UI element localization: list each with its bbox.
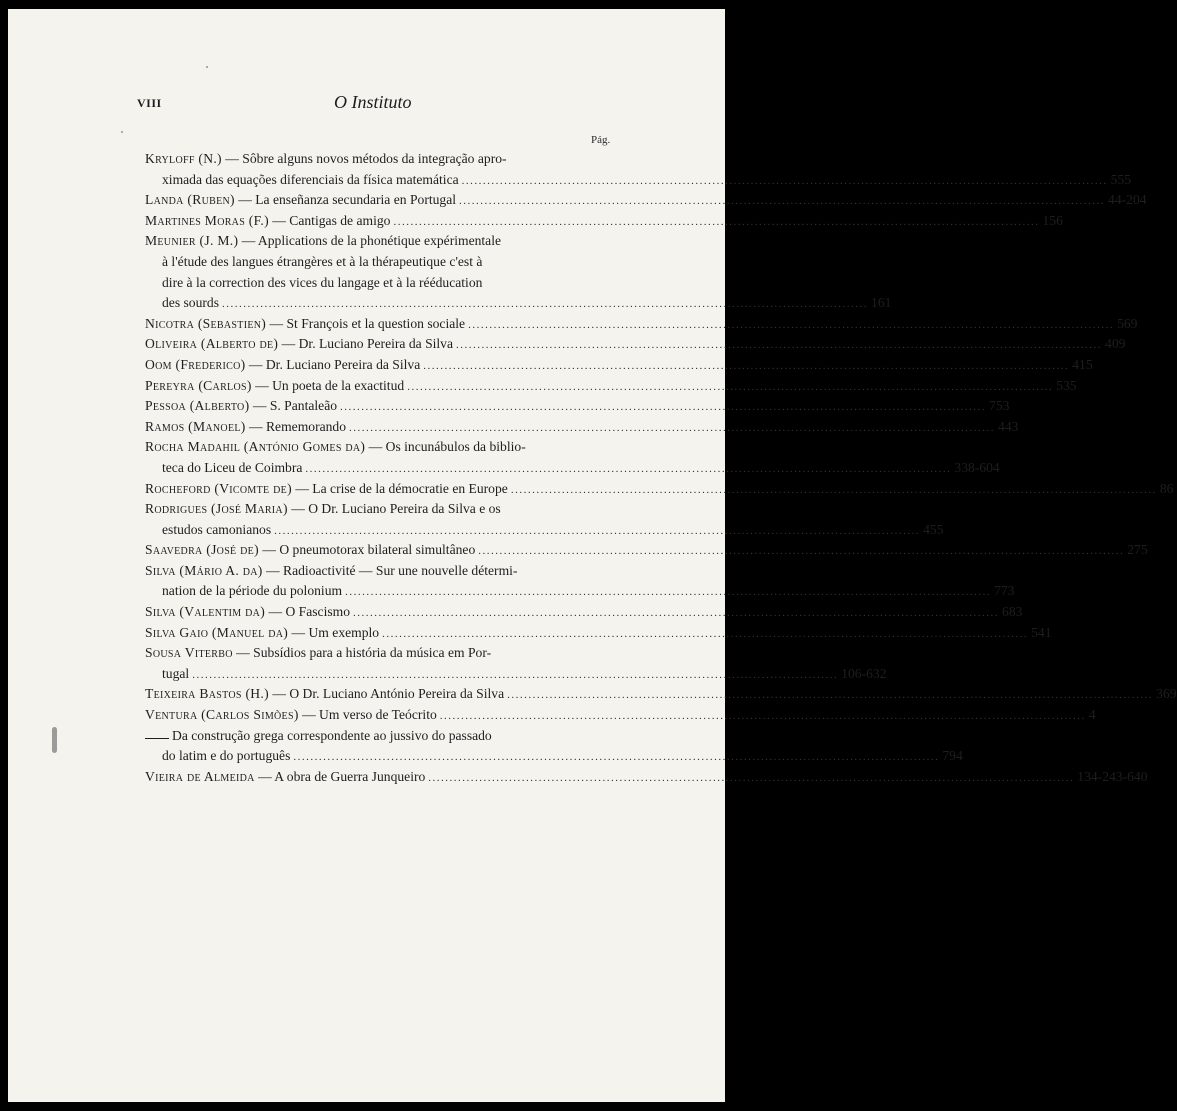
entry-author: Nicotra (Sebastien) [145, 315, 267, 331]
entry-title-text: — Un poeta de la exactitud [255, 377, 405, 393]
dot-leader [349, 418, 995, 439]
index-entry [145, 314, 1138, 335]
dot-leader [353, 603, 999, 624]
entry-page-number: 443 [998, 418, 1019, 434]
dot-leader [423, 356, 1069, 377]
entry-author: Teixeira Bastos (H.) [145, 686, 269, 702]
entry-page-number: 541 [1031, 624, 1052, 640]
entry-title-text: Da construção grega correspondente ao jussivo do passado [172, 727, 492, 743]
entry-title-text: — Um exemplo [291, 624, 380, 640]
dot-leader [345, 582, 991, 603]
index-entry [145, 479, 1174, 500]
running-title: O Instituto [334, 92, 412, 112]
entry-author: Ramos (Manoel) [145, 418, 246, 434]
index-entry [145, 561, 613, 582]
index-entry [145, 726, 613, 747]
entry-title-text: — Sôbre alguns novos métodos da integração apro- [225, 151, 507, 166]
entry-page-number: 555 [1110, 171, 1132, 187]
entry-title-text: teca do Liceu de Coimbra [162, 459, 303, 475]
entry-author: Pereyra (Carlos) [145, 377, 252, 393]
index-entry [145, 376, 1077, 397]
page-header [8, 94, 725, 116]
entry-title-text: — Dr. Luciano Pereira da Silva [281, 336, 454, 352]
scan-speck [121, 131, 123, 133]
entry-author: Silva (Mário A. da) [145, 562, 263, 578]
entry-author: Sousa Viterbo [145, 645, 233, 661]
entry-page-number: 86 [1159, 480, 1174, 496]
dot-leader [478, 541, 1124, 562]
entry-title-text: — O Dr. Luciano António Pereira da Silva [272, 686, 505, 702]
entry-page-number: 106-632 [841, 665, 887, 681]
entry-page-number: 569 [1117, 315, 1138, 331]
entry-title-text: à l'étude des langues étrangères et à la thérapeutique c'est à [162, 253, 483, 269]
entry-author: Saavedra (José de) [145, 542, 259, 558]
index-entry [145, 767, 1148, 788]
entry-page-number: 683 [1002, 604, 1023, 620]
entry-author: Oom (Frederico) [145, 356, 246, 372]
entry-title-text: — O Dr. Luciano Pereira da Silva e os [291, 501, 501, 517]
entry-title-text: — O pneumotorax bilateral simultâneo [262, 542, 476, 558]
index-list [145, 149, 1177, 787]
page-folio: VIII [137, 96, 162, 110]
entry-author: Silva Gaio (Manuel da) [145, 624, 289, 640]
index-entry [145, 334, 1126, 355]
entry-page-number: 134-243-640 [1077, 768, 1148, 784]
entry-author: Rodrigues (José Maria) [145, 501, 288, 517]
entry-title-text: — La enseñanza secundaria en Portugal [238, 192, 457, 208]
dot-leader [428, 768, 1074, 789]
index-entry [145, 623, 1052, 644]
dot-leader [393, 212, 1039, 233]
entry-title-text: ximada das equações diferenciais da física matemática [162, 171, 459, 187]
entry-page-number: 415 [1072, 356, 1093, 372]
dot-leader [407, 377, 1053, 398]
entry-title-text: tugal [162, 665, 190, 681]
entry-author: Vieira de Almeida [145, 768, 255, 784]
entry-title-text: — Rememorando [249, 418, 347, 434]
index-entry-continuation [145, 170, 1132, 191]
ditto-dash [145, 738, 169, 739]
entry-title-text: — La crise de la démocratie en Europe [295, 480, 508, 496]
index-entry [145, 190, 1147, 211]
index-entry [145, 355, 1093, 376]
document-page [8, 9, 1177, 1102]
entry-page-number: 44-204 [1108, 192, 1147, 208]
dot-leader [192, 665, 838, 686]
index-entry-continuation [145, 520, 944, 541]
entry-author: Martines Moras (F.) [145, 212, 269, 228]
dot-leader [305, 459, 951, 480]
entry-title-text: — Dr. Luciano Pereira da Silva [248, 356, 421, 372]
index-entry [145, 499, 613, 520]
entry-title-text: do latim e do português [162, 748, 291, 764]
entry-page-number: 4 [1088, 707, 1096, 723]
index-entry [145, 149, 613, 170]
entry-author: Kryloff (N.) [145, 151, 222, 166]
entry-author: Oliveira (Alberto de) [145, 336, 279, 352]
entry-title-text: des sourds [162, 295, 220, 311]
entry-title-text: estudos camonianos [162, 521, 272, 537]
dot-leader [440, 706, 1086, 727]
dot-leader [511, 480, 1157, 501]
entry-title-text: — A obra de Guerra Junqueiro [258, 768, 426, 784]
index-entry [145, 705, 1096, 726]
dot-leader [274, 521, 920, 542]
entry-title-text: — Radioactivité — Sur une nouvelle détermi- [266, 562, 518, 578]
index-entry-continuation [145, 746, 963, 767]
entry-author: Rocha Madahil (António Gomes da) [145, 439, 366, 455]
index-entry-continuation [145, 458, 1000, 479]
entry-author: Silva (Valentim da) [145, 604, 266, 620]
scan-smudge [52, 727, 57, 753]
index-entry [145, 643, 613, 664]
entry-page-number: 161 [871, 295, 892, 311]
entry-page-number: 753 [989, 398, 1010, 414]
entry-page-number: 455 [923, 521, 944, 537]
entry-page-number: 369 [1156, 686, 1177, 702]
entry-title-text: — St François et la question sociale [269, 315, 466, 331]
index-entry-continuation [145, 293, 892, 314]
dot-leader [222, 294, 868, 315]
index-entry [145, 540, 1148, 561]
entry-page-number: 794 [942, 748, 963, 764]
index-entry-continuation [145, 581, 1015, 602]
dot-leader [468, 315, 1114, 336]
entry-title-text: — O Fascismo [268, 604, 351, 620]
entry-page-number: 338-604 [954, 459, 1000, 475]
entry-title-text: dire à la correction des vices du langage et à la rééducation [162, 274, 483, 290]
dot-leader [340, 397, 986, 418]
entry-title-text: — Os incunábulos da biblio- [368, 439, 526, 455]
entry-author: Landa (Ruben) [145, 192, 235, 208]
entry-title-text: — Subsídios para a história da música em Por- [236, 645, 492, 661]
entry-page-number: 773 [994, 583, 1015, 599]
dot-leader [507, 685, 1153, 706]
entry-title-text: — Um verso de Teócrito [302, 707, 437, 723]
entry-title-text: — S. Pantaleão [252, 398, 338, 414]
entry-page-number: 275 [1127, 542, 1148, 558]
index-entry [145, 417, 1019, 438]
scan-speck [206, 66, 208, 68]
dot-leader [382, 624, 1028, 645]
index-entry [145, 684, 1177, 705]
index-entry-continuation [145, 664, 887, 685]
entry-title-text: — Cantigas de amigo [272, 212, 391, 228]
dot-leader [293, 747, 939, 768]
dot-leader [456, 335, 1102, 356]
entry-author: Rocheford (Vicomte de) [145, 480, 292, 496]
index-entry-continuation [145, 252, 613, 273]
entry-author: Pessoa (Alberto) [145, 398, 250, 414]
entry-author: Meunier (J. M.) [145, 233, 239, 249]
entry-title-text: — Applications de la phonétique expérimentale [241, 233, 502, 249]
entry-title-text: nation de la période du polonium [162, 583, 343, 599]
index-entry [145, 396, 1010, 417]
index-entry [145, 602, 1023, 623]
page-column-label: Pág. [591, 134, 611, 146]
index-entry [145, 231, 613, 252]
dot-leader [462, 171, 1108, 192]
entry-page-number: 535 [1056, 377, 1077, 393]
dot-leader [459, 191, 1105, 212]
index-entry-continuation [145, 273, 613, 294]
entry-page-number: 156 [1042, 212, 1063, 228]
entry-author: Ventura (Carlos Simões) [145, 707, 299, 723]
index-entry [145, 211, 1063, 232]
index-entry [145, 437, 613, 458]
entry-page-number: 409 [1105, 336, 1126, 352]
